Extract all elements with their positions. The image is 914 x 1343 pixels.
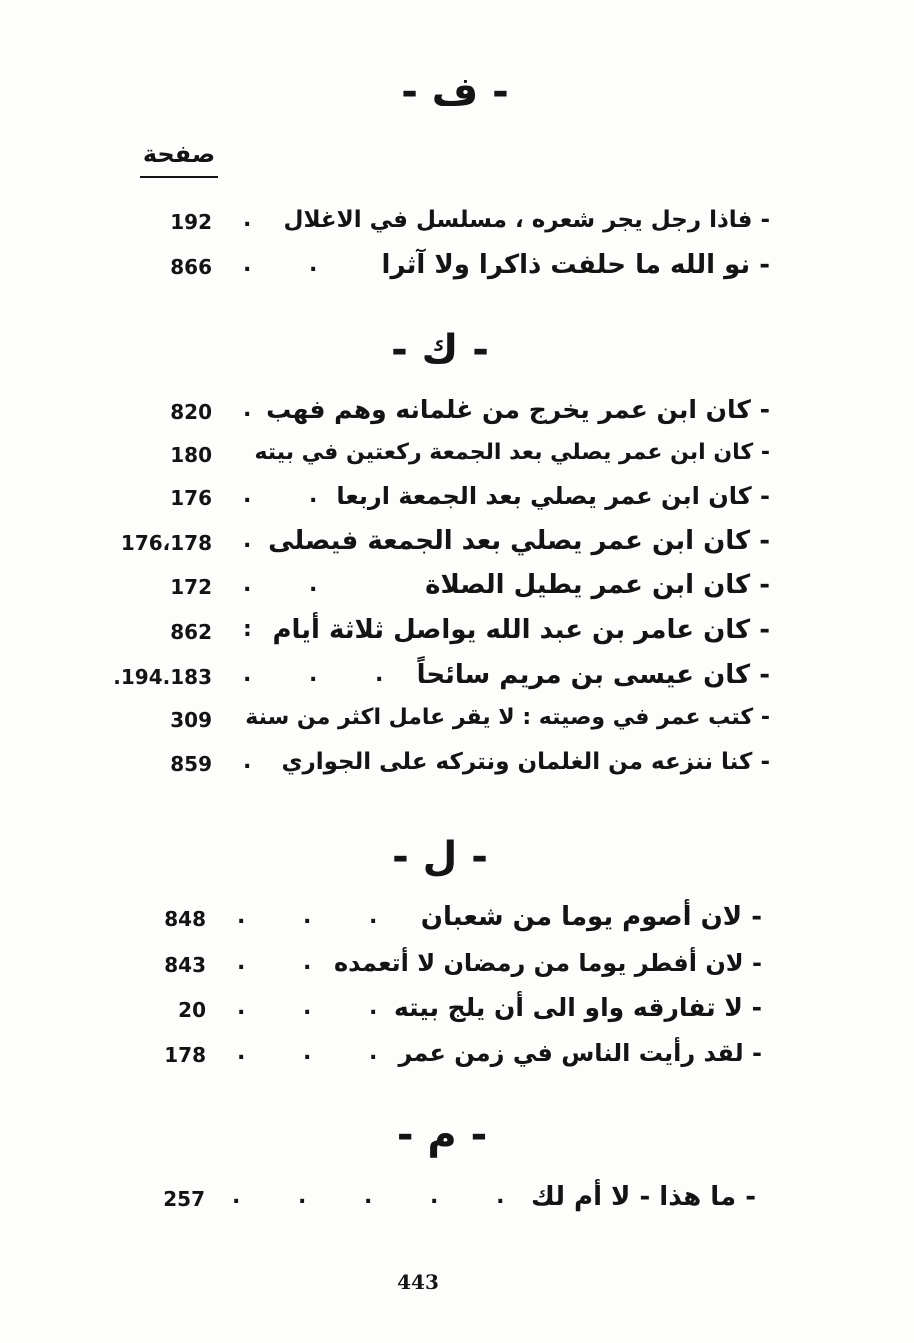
entry-text: - لان أصوم يوما من شعبان bbox=[420, 902, 762, 932]
entry-page-reference: 176،178 bbox=[120, 531, 212, 555]
entry-text: - كان عامر بن عبد الله يواصل ثلاثة أيام bbox=[272, 615, 770, 645]
entry-page-reference: 176 bbox=[170, 486, 212, 510]
entry-page-reference: 866 bbox=[170, 255, 212, 279]
entry-text: - ما هذا - لا أم لك bbox=[530, 1182, 756, 1212]
page-number: 443 bbox=[397, 1270, 439, 1294]
entry-page-reference: 859 bbox=[170, 752, 212, 776]
entry-text: - كان ابن عمر يطيل الصلاة bbox=[425, 570, 770, 600]
dot-leaders: . . . bbox=[243, 662, 384, 687]
dot-leaders: . bbox=[243, 397, 252, 422]
entry-text: - كان عيسى بن مريم سائحاً bbox=[416, 660, 770, 690]
entry-page-reference: 257 bbox=[163, 1187, 205, 1211]
section-letter-heading: - ل - bbox=[392, 834, 488, 880]
entry-text: - كان ابن عمر يصلي بعد الجمعة فيصلى bbox=[268, 526, 770, 556]
entry-text: - كتب عمر في وصيته : لا يقر عامل اكثر من سنة bbox=[245, 705, 770, 730]
dot-leaders: . . bbox=[237, 950, 312, 975]
dot-leaders: . bbox=[243, 207, 252, 232]
dot-leaders: . bbox=[243, 528, 252, 553]
dot-leaders: . . . bbox=[237, 1040, 378, 1065]
section-letter-heading: - م - bbox=[396, 1112, 488, 1158]
dot-leaders: . . bbox=[243, 483, 318, 508]
entry-text: - لان أفطر يوما من رمضان لا أتعمده bbox=[333, 949, 762, 977]
section-letter-heading: - ك - bbox=[391, 327, 489, 373]
entry-text: - كان ابن عمر يصلي بعد الجمعة ركعتين في بيته bbox=[254, 440, 770, 465]
entry-text: - فاذا رجل يجر شعره ، مسلسل في الاغلال bbox=[283, 207, 770, 233]
entry-page-reference: 843 bbox=[164, 953, 206, 977]
dot-leaders: . . bbox=[243, 572, 318, 597]
entry-page-reference: 178 bbox=[164, 1043, 206, 1067]
entry-text: - كنا ننزعه من الغلمان ونتركه على الجواري bbox=[281, 749, 770, 775]
entry-page-reference: 820 bbox=[170, 400, 212, 424]
section-letter-heading: - ف - bbox=[401, 69, 509, 115]
dot-leaders: . . . bbox=[237, 904, 378, 929]
entry-page-reference: 180 bbox=[170, 443, 212, 467]
entry-text: - لا تفارقه واو الى أن يلج بيته bbox=[394, 993, 762, 1022]
dot-leaders: . . . bbox=[237, 995, 378, 1020]
entry-page-reference: 192 bbox=[170, 210, 212, 234]
page-column-label: صفحة bbox=[140, 136, 218, 178]
entry-text: - لقد رأيت الناس في زمن عمر bbox=[398, 1039, 762, 1067]
entry-text: - كان ابن عمر يخرج من غلمانه وهم فهب bbox=[266, 395, 770, 424]
entry-page-reference: 172 bbox=[170, 575, 212, 599]
entry-page-reference: 20 bbox=[178, 998, 206, 1022]
entry-page-reference: 848 bbox=[164, 907, 206, 931]
dot-leaders: : bbox=[243, 617, 252, 642]
dot-leaders: . . bbox=[243, 252, 318, 277]
entry-page-reference: 309 bbox=[170, 708, 212, 732]
entry-page-reference: 862 bbox=[170, 620, 212, 644]
dot-leaders: . . . . . bbox=[232, 1184, 505, 1209]
dot-leaders: . bbox=[243, 749, 252, 774]
entry-text: - نو الله ما حلفت ذاكرا ولا آثرا bbox=[381, 250, 770, 280]
entry-page-reference: .194.183 bbox=[113, 665, 212, 689]
entry-text: - كان ابن عمر يصلي بعد الجمعة اربعا bbox=[336, 482, 770, 510]
